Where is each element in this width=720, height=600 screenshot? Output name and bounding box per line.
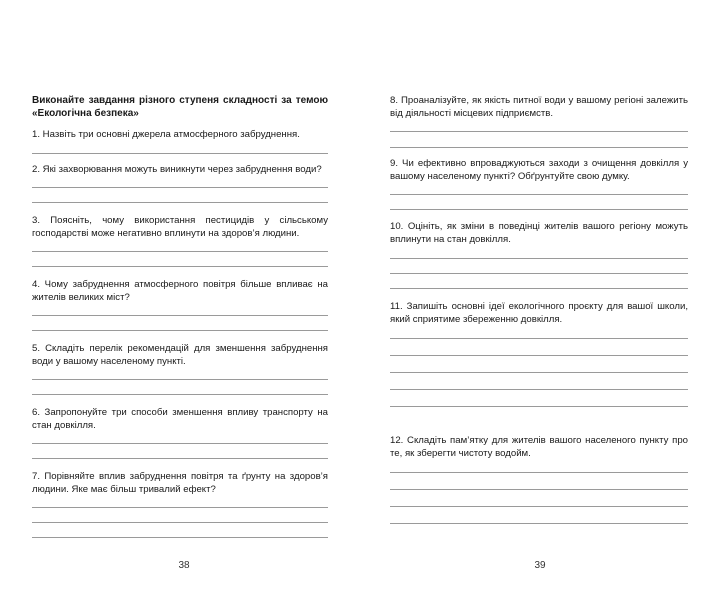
answer-line[interactable]: [32, 443, 328, 444]
task-question: 9. Чи ефективно впроваджуються заходи з очищення довкілля у вашому населеному пункті? Обґрунтуйте свою думку.: [390, 158, 688, 182]
answer-line[interactable]: [32, 330, 328, 331]
answer-line[interactable]: [32, 202, 328, 203]
task-question: 8. Проаналізуйте, як якість питної води у вашому регіоні залежить від діяльності місцевих підприємств.: [390, 95, 688, 119]
task-10: [390, 220, 688, 289]
task-5: [32, 342, 328, 395]
answer-line[interactable]: [390, 523, 688, 524]
answer-line[interactable]: [390, 372, 688, 373]
task-6: [32, 406, 328, 459]
answer-line[interactable]: [390, 355, 688, 356]
answer-line[interactable]: [390, 506, 688, 507]
task-question: 1. Назвіть три основні джерела атмосферного забруднення.: [32, 129, 300, 140]
task-question: 10. Оцініть, як зміни в поведінці жителів вашого регіону можуть вплинути на стан довкілля.: [390, 221, 688, 245]
task-question: 3. Поясніть, чому використання пестицидів у сільському господарстві може негативно вплинути на здоров’я людини.: [32, 215, 328, 239]
section-heading: Виконайте завдання різного ступеня складності за темою «Екологічна безпека»: [32, 95, 328, 119]
answer-line[interactable]: [390, 273, 688, 274]
answer-line[interactable]: [32, 251, 328, 252]
task-question: 4. Чому забруднення атмосферного повітря більше впливає на жителів великих міст?: [32, 279, 328, 303]
answer-line[interactable]: [390, 194, 688, 195]
answer-line[interactable]: [32, 507, 328, 508]
answer-line[interactable]: [32, 458, 328, 459]
answer-line[interactable]: [390, 147, 688, 148]
task-12: [390, 434, 688, 524]
right-page: [360, 0, 720, 600]
answer-line[interactable]: [390, 209, 688, 210]
answer-line[interactable]: [390, 131, 688, 132]
answer-line[interactable]: [390, 389, 688, 390]
answer-line[interactable]: [390, 406, 688, 407]
answer-line[interactable]: [32, 266, 328, 267]
answer-line[interactable]: [32, 522, 328, 523]
answer-line[interactable]: [32, 537, 328, 538]
task-4: [32, 278, 328, 331]
answer-line[interactable]: [32, 153, 328, 154]
page-number: 38: [178, 560, 190, 571]
answer-line[interactable]: [390, 258, 688, 259]
answer-line[interactable]: [390, 288, 688, 289]
task-question: 6. Запропонуйте три способи зменшення впливу транспорту на стан довкілля.: [32, 407, 328, 431]
answer-line[interactable]: [32, 379, 328, 380]
task-7: [32, 470, 328, 538]
answer-line[interactable]: [32, 187, 328, 188]
answer-line[interactable]: [390, 338, 688, 339]
page-number: 39: [534, 560, 546, 571]
answer-line[interactable]: [32, 394, 328, 395]
answer-line[interactable]: [32, 315, 328, 316]
task-9: [390, 157, 688, 210]
task-question: 7. Порівняйте вплив забруднення повітря та ґрунту на здоров’я людини. Яке має більш тривалий ефект?: [32, 471, 328, 495]
task-question: 5. Складіть перелік рекомендацій для зменшення забруднення води у вашому населеному пункті.: [32, 343, 328, 367]
task-8: [390, 94, 688, 148]
answer-line[interactable]: [390, 489, 688, 490]
task-question: 2. Які захворювання можуть виникнути через забруднення води?: [32, 164, 322, 175]
task-2: [32, 163, 328, 203]
task-question: 12. Складіть пам’ятку для жителів вашого населеного пункту про те, як зберегти чистоту водойм.: [390, 435, 688, 459]
answer-line[interactable]: [390, 472, 688, 473]
task-11: [390, 300, 688, 407]
task-1: [32, 128, 328, 154]
task-3: [32, 214, 328, 267]
task-question: 11. Запишіть основні ідеї екологічного проєкту для вашої школи, який сприятиме збереженню довкілля.: [390, 301, 688, 325]
